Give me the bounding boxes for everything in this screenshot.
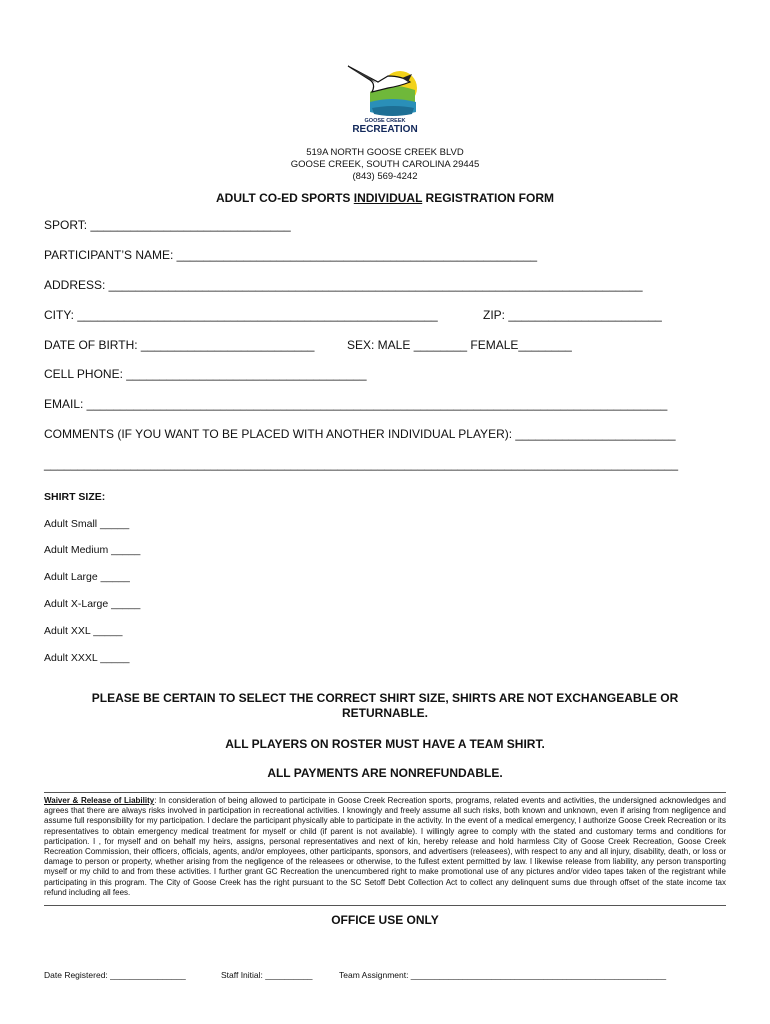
team-assignment-field[interactable]: Team Assignment: ______________________________________________________ — [339, 970, 667, 980]
shirt-size-large[interactable]: Adult Large _____ — [44, 571, 130, 583]
title-after: REGISTRATION FORM — [422, 191, 554, 205]
roster-notice: ALL PLAYERS ON ROSTER MUST HAVE A TEAM SHIRT. — [225, 737, 545, 751]
logo-line1: GOOSE CREEK — [364, 118, 406, 124]
shirt-size-small[interactable]: Adult Small _____ — [44, 518, 130, 530]
waiver-bottom-rule — [44, 905, 726, 906]
address-phone: (843) 569-4242 — [352, 171, 418, 182]
comments-line2-field[interactable]: _______________________________________________________________________________________________ — [44, 457, 679, 471]
staff-initial-field[interactable]: Staff Initial: __________ — [221, 970, 313, 980]
email-field[interactable]: EMAIL: _______________________________________________________________________________________ — [44, 397, 668, 411]
shirt-notice: PLEASE BE CERTAIN TO SELECT THE CORRECT SHIRT SIZE, SHIRTS ARE NOT EXCHANGEABLE OR RETURNABLE. — [91, 691, 679, 720]
shirt-size-xxl[interactable]: Adult XXL _____ — [44, 625, 123, 637]
sex-field[interactable]: SEX: MALE ________ FEMALE________ — [347, 338, 572, 352]
date-of-birth-field[interactable]: DATE OF BIRTH: __________________________ — [44, 338, 315, 352]
title-before: ADULT CO-ED SPORTS — [215, 191, 354, 205]
goose-creek-logo — [340, 56, 430, 136]
shirt-size-xlarge[interactable]: Adult X-Large _____ — [44, 598, 141, 610]
logo-line2: RECREATION — [352, 124, 418, 135]
waiver-label: Waiver & Release of Liability — [44, 796, 155, 805]
zip-field[interactable]: ZIP: _______________________ — [483, 308, 662, 322]
sport-field[interactable]: SPORT: ______________________________ — [44, 218, 291, 232]
city-field[interactable]: CITY: ______________________________________________________ — [44, 308, 438, 322]
waiver-text — [44, 796, 726, 898]
cell-phone-field[interactable]: CELL PHONE: ____________________________________ — [44, 367, 367, 381]
address-field[interactable]: ADDRESS: ________________________________________________________________________________ — [44, 278, 643, 292]
shirt-size-xxxl[interactable]: Adult XXXL _____ — [44, 652, 130, 664]
waiver-body: : In consideration of being allowed to participate in Goose Creek Recreation sports, programs, related events and activities, the undersigned acknowledges and agrees that there are always risks involved in participation in recreational activities. I knowingly and freely assume all such risks, both known and unknown, even if arising from negligence and assume full responsibility for my participation. I declare the participant physically able to participate in the activity. In the event of a medical emergency, I authorize Goose Creek Recreation or its representatives to obtain emergency medical treatment for myself or child (if parent is not available). I willingly agree to comply with the stated and customary terms and conditions for participation. I , for myself and on behalf my heirs, assigns, personal representatives and next of kin, hereby release and hold harmless City of Goose Creek Recreation, Goose Creek Recreation Commission, their officers, officials, agents, and/or employees, other participants, sponsors, and advertisers (releasees), with respect to any and all injury, disability, death, or loss or damage to person or property, whether arising from the negligence of the releasees or otherwise, to the fullest extent permitted by law. I likewise release from liability, any person transporting myself or my child to and from these activities. I further grant GC Recreation the unencumbered right to make promotional use of any pictures and/or video tapes taken of the registrant while participating in this program. The City of Goose Creek has the right pursuant to the SC Setoff Debt Collection Act to collect any delinquent sums due through offset of the state income tax refund including all fees. — [44, 796, 726, 897]
date-registered-field[interactable]: Date Registered: ________________ — [44, 970, 186, 980]
address-line1: 519A NORTH GOOSE CREEK BLVD — [306, 147, 464, 158]
office-use-header: OFFICE USE ONLY — [331, 913, 439, 927]
participant-name-field[interactable]: PARTICIPANT’S NAME: ______________________________________________________ — [44, 248, 538, 262]
shirt-size-header: SHIRT SIZE: — [44, 491, 106, 503]
shirt-size-medium[interactable]: Adult Medium _____ — [44, 544, 141, 556]
form-title — [0, 191, 770, 205]
payments-notice: ALL PAYMENTS ARE NONREFUNDABLE. — [267, 766, 503, 780]
comments-field[interactable]: COMMENTS (IF YOU WANT TO BE PLACED WITH ANOTHER INDIVIDUAL PLAYER): ________________________ — [44, 427, 676, 441]
address-line2: GOOSE CREEK, SOUTH CAROLINA 29445 — [290, 159, 480, 170]
waiver-top-rule — [44, 792, 726, 793]
title-underlined: INDIVIDUAL — [353, 191, 423, 205]
